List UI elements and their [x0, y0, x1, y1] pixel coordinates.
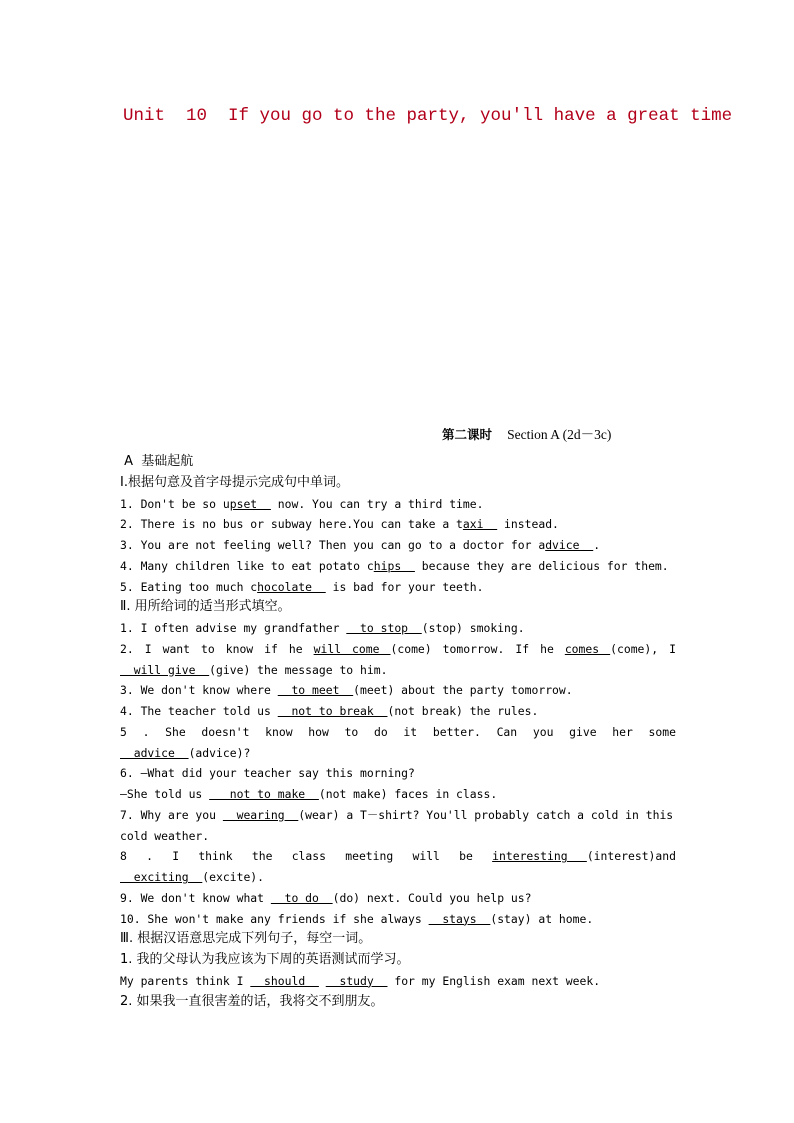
exercise-item: [120, 556, 676, 577]
section-2-heading: Ⅱ. 用所给词的适当形式填空。: [120, 599, 291, 615]
answer-blank: to do: [270, 890, 333, 905]
exercise-line: [120, 680, 676, 701]
item-text: (excite).: [202, 870, 265, 884]
exercise-line: [120, 826, 676, 847]
item-text: 6. —What did your teacher say this morning?: [120, 766, 415, 781]
exercise-line: [120, 722, 676, 743]
exercise-line: [120, 784, 676, 805]
part-a-heading: A 基础起航: [120, 454, 194, 469]
item-text: [319, 974, 326, 988]
item-text: 5. Eating too much c: [120, 579, 258, 594]
item-text: (give) the message to him.: [209, 662, 388, 677]
exercise-line: [120, 867, 676, 888]
item-text: (come), I: [610, 641, 676, 656]
exercise-item: [120, 577, 676, 598]
item-text: 10. She won't make any friends if she always: [120, 911, 429, 926]
exercise-line: [120, 846, 676, 867]
exercise-item: [120, 514, 676, 535]
item-text: for my English exam next week.: [387, 973, 601, 988]
answer-blank: hips: [373, 558, 415, 573]
answer-blank: advice: [120, 745, 189, 760]
lesson-heading: [442, 423, 611, 443]
exercise-line: [120, 618, 676, 639]
section-3-heading: Ⅲ. 根据汉语意思完成下列句子，每空一词。: [120, 931, 372, 947]
section-1-heading: Ⅰ.根据句意及首字母提示完成句中单词。: [120, 474, 349, 490]
answer-blank: stays: [428, 911, 491, 926]
item-text: (advice)?: [188, 745, 251, 760]
item-text: (wear) a T－shirt? You'll probably catch a cold in this: [298, 807, 674, 822]
item-text: My parents think I: [120, 973, 251, 988]
lesson-section: Section A (2d－3c): [507, 427, 612, 442]
answer-blank: will come: [313, 641, 391, 656]
exercise-item: [120, 494, 676, 515]
item-text: (come) tomorrow. If he: [390, 641, 565, 656]
answer-blank: exciting: [120, 870, 203, 884]
answer-blank: axi: [462, 517, 498, 532]
item-text: (not break) the rules.: [387, 704, 539, 718]
exercise-line: [120, 660, 676, 681]
item-text: because they are delicious for them.: [414, 558, 669, 573]
item-text: 9. We don't know what: [120, 890, 271, 905]
exercise-content: [120, 452, 676, 1012]
section-1-items: [120, 494, 676, 598]
item-text: instead.: [497, 517, 559, 532]
item-text: 2. I want to know if he: [120, 641, 314, 656]
exercise-line: [120, 763, 676, 784]
item-text: 8 . I think the class meeting will be: [120, 849, 493, 864]
item-text: 3. We don't know where: [120, 683, 278, 698]
item-text: (stay) at home.: [490, 911, 594, 926]
answer-blank: to meet: [277, 683, 354, 698]
item-text: now. You can try a third time.: [270, 496, 484, 511]
item-text: .: [593, 538, 601, 552]
exercise-line: [120, 805, 676, 826]
item-text: (do) next. Could you help us?: [332, 890, 532, 905]
page-title: Unit 10 If you go to the party, you'll have a great time: [123, 106, 733, 126]
exercise-line: [120, 992, 676, 1013]
item-text: 4. The teacher told us: [120, 704, 278, 718]
item-text: —She told us: [120, 787, 210, 801]
item-text: 4. Many children like to eat potato c: [120, 558, 374, 573]
answer-blank: not to make: [209, 787, 319, 801]
answer-blank: study: [325, 973, 388, 988]
section-3-items: [120, 950, 676, 1012]
item-text: (not make) faces in class.: [318, 787, 498, 801]
exercise-line: [120, 639, 676, 660]
answer-blank: hocolate: [257, 579, 326, 594]
answer-blank: will give: [120, 662, 210, 677]
section-2-items: [120, 618, 676, 929]
answer-blank: wearing: [222, 807, 299, 822]
answer-blank: not to break: [277, 704, 388, 718]
item-text: 1. 我的父母认为我应该为下周的英语测试而学习。: [120, 952, 410, 967]
lesson-period: 第二课时: [442, 427, 493, 442]
exercise-line: [120, 888, 676, 909]
item-text: 7. Why are you: [120, 807, 223, 822]
answer-blank: to stop: [346, 621, 422, 635]
item-text: (stop) smoking.: [421, 621, 525, 635]
item-text: (interest)and: [586, 849, 676, 864]
answer-blank: should: [250, 973, 319, 988]
item-text: cold weather.: [120, 828, 210, 843]
item-text: 5 . She doesn't know how to do it better. Can you give her some: [120, 724, 676, 739]
item-text: 2. There is no bus or subway here.You can take a t: [120, 517, 463, 532]
exercise-line: [120, 743, 676, 764]
item-text: 1. I often advise my grandfather: [120, 621, 347, 635]
exercise-item: [120, 535, 676, 556]
item-text: is bad for your teeth.: [325, 579, 484, 594]
answer-blank: interesting: [492, 849, 587, 864]
item-text: (meet) about the party tomorrow.: [353, 683, 573, 698]
item-text: 3. You are not feeling well? Then you can go to a doctor for a: [120, 538, 546, 552]
exercise-line: [120, 950, 676, 971]
answer-blank: pset: [229, 496, 271, 511]
item-text: 1. Don't be so u: [120, 496, 230, 511]
exercise-line: [120, 971, 676, 992]
answer-blank: comes: [564, 641, 611, 656]
answer-blank: dvice: [545, 538, 594, 552]
exercise-line: [120, 701, 676, 722]
item-text: 2. 如果我一直很害羞的话，我将交不到朋友。: [120, 993, 384, 1009]
exercise-line: [120, 909, 676, 930]
